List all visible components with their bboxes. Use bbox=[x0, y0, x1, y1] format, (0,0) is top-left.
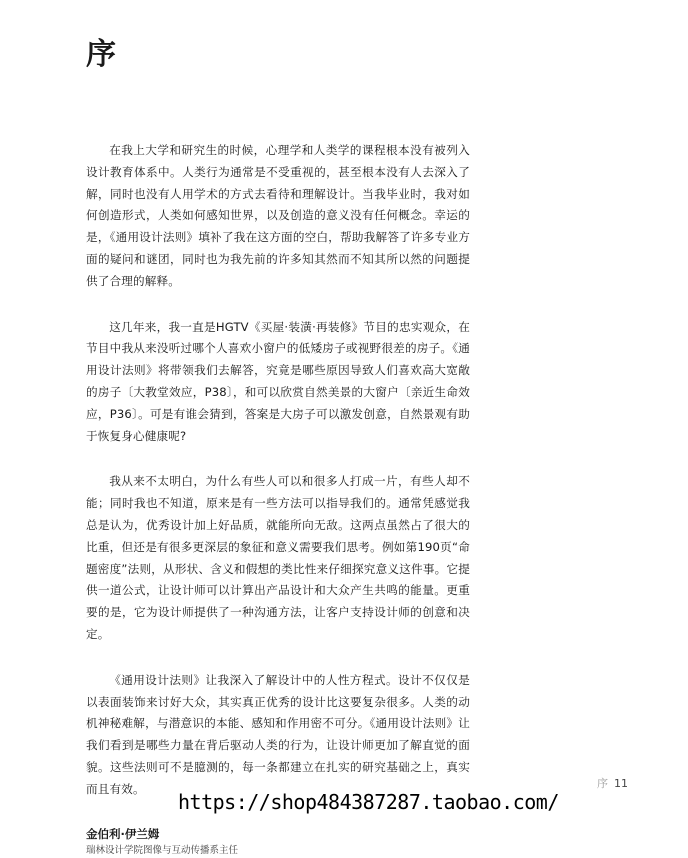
paragraph-4: 《通用设计法则》让我深入了解设计中的人性方程式。设计不仅仅是以表面装饰来讨好大众，其实真正优秀的设计比这要复杂很多。人类的动机神秘难解，与潜意识的本能、感知和作用密不可分。《通用设计法则》让我们看到是哪些力量在背后驱动人类的行为，让设计师更加了解直觉的面貌。这些法则可不是臆测的，每一条都建立在扎实的研究基础之上，真实而且有效。 bbox=[86, 672, 470, 796]
watermark-url: https://shop484387287.taobao.com/ bbox=[178, 790, 559, 814]
author-name: 金伯利·伊兰姆 bbox=[86, 826, 160, 841]
page-title: 序 bbox=[86, 37, 116, 72]
paragraph-3: 我从来不太明白，为什么有些人可以和很多人打成一片，有些人却不能；同时我也不知道，原来是有一些方法可以指导我们的。通常凭感觉我总是认为，优秀设计加上好品质，就能所向无敌。这两点虽然占了很大的比重，但还是有很多更深层的象征和意义需要我们思考。例如第190页“命题密度”法则，从形状、含义和假想的类比性来仔细探究意义这件事。它提供一道公式，让设计师可以计算出产品设计和大众产生共鸣的能量。更重要的是，它为设计师提供了一种沟通方法，让客户支持设计师的创意和决定。 bbox=[86, 474, 470, 641]
paragraph-1: 在我上大学和研究生的时候，心理学和人类学的课程根本没有被列入设计教育体系中。人类行为通常是不受重视的，甚至根本没有人去深入了解，同时也没有人用学术的方式去看待和理解设计。当我毕业时，我对如何创造形式，人类如何感知世界，以及创造的意义没有任何概念。幸运的是，《通用设计法则》填补了我在这方面的空白，帮助我解答了许多专业方面的疑问和谜团，同时也为我先前的许多知其然而不知其所以然的问题提供了合理的解释。 bbox=[86, 143, 470, 288]
paragraph-2: 这几年来，我一直是HGTV《买屋·装潢·再装修》节目的忠实观众，在节目中我从来没听过哪个人喜欢小窗户的低矮房子或视野很差的房子。《通用设计法则》将带领我们去解答，究竟是哪些原因导致人们喜欢高大宽敞的房子〔大教堂效应，P38〕，和可以欣赏自然美景的大窗户〔亲近生命效应，P36〕。可是有谁会猜到，答案是大房子可以激发创意，自然景观有助于恢复身心健康呢? bbox=[86, 319, 470, 443]
preface-body bbox=[86, 140, 470, 858]
author-signature bbox=[86, 825, 470, 858]
page-footer bbox=[597, 775, 628, 791]
page-number: 11 bbox=[614, 777, 628, 790]
author-title: 瑞林设计学院图像与互动传播系主任 bbox=[86, 844, 239, 856]
footer-section-label: 序 bbox=[597, 777, 608, 790]
